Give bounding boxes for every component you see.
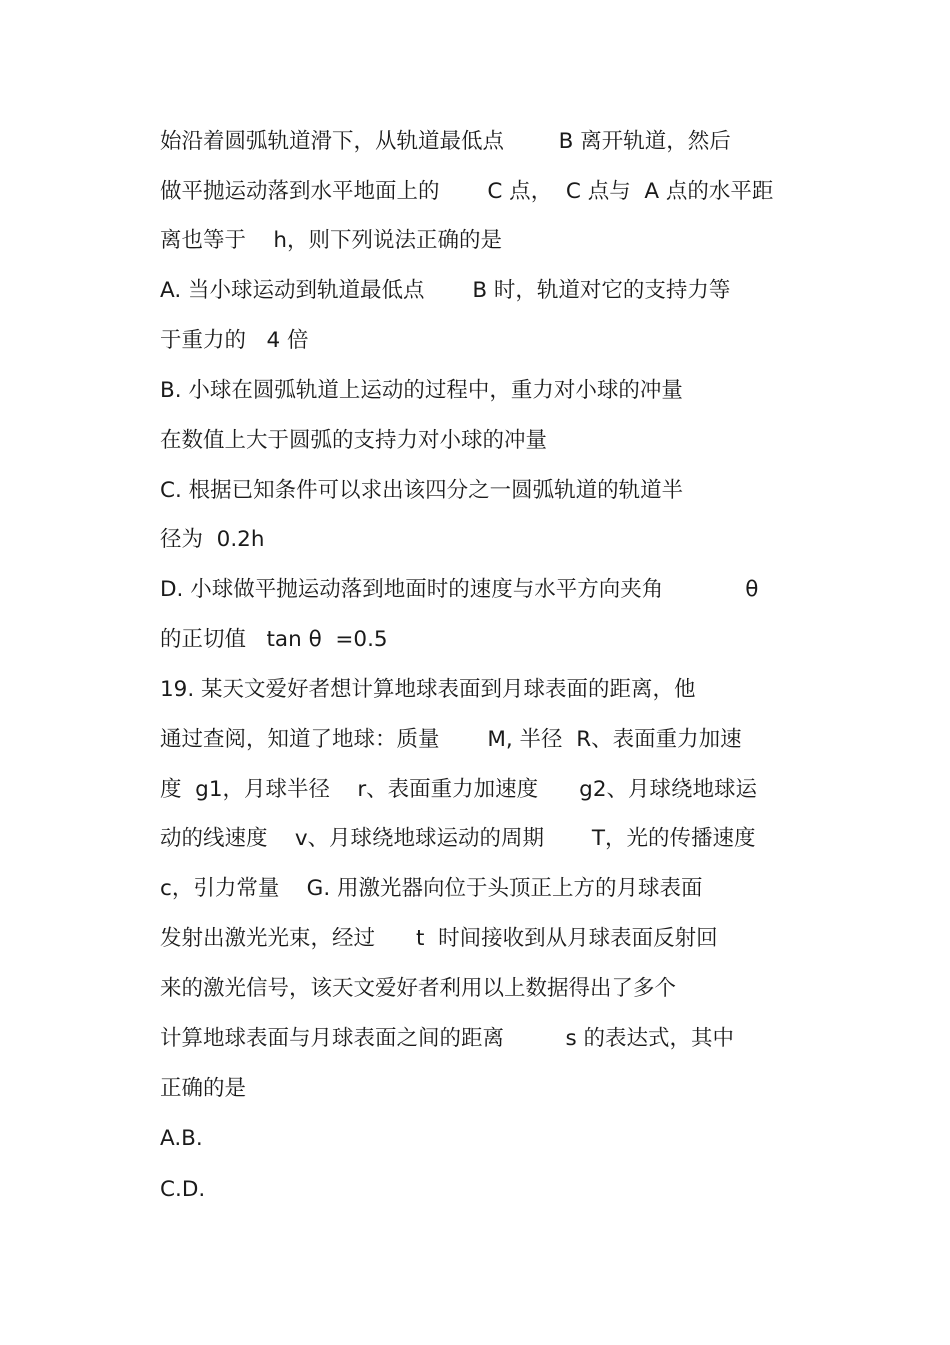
text-line: 计算地球表面与月球表面之间的距离 s 的表达式，其中 xyxy=(160,1026,735,1051)
text-line: 的正切值 tan θ =0.5 xyxy=(160,627,388,652)
text-line: 正确的是 xyxy=(160,1076,247,1101)
text-line: 来的激光信号，该天文爱好者利用以上数据得出了多个 xyxy=(160,976,677,1001)
text-line: 发射出激光光束，经过 t 时间接收到从月球表面反射回 xyxy=(160,926,718,951)
text-line: 始沿着圆弧轨道滑下，从轨道最低点 B 离开轨道，然后 xyxy=(160,129,731,154)
options-ab: A.B. xyxy=(160,1126,203,1151)
text-line: 径为 0.2h xyxy=(160,527,265,552)
text-line: 度 g1，月球半径 r、表面重力加速度 g2、月球绕地球运 xyxy=(160,777,758,802)
text-line: 离也等于 h，则下列说法正确的是 xyxy=(160,228,502,253)
text-line: 通过查阅，知道了地球：质量 M, 半径 R、表面重力加速 xyxy=(160,727,742,752)
options-cd: C.D. xyxy=(160,1177,206,1202)
text-line: 做平抛运动落到水平地面上的 C 点， C 点与 A 点的水平距 xyxy=(160,179,774,204)
question-19: 19. 某天文爱好者想计算地球表面到月球表面的距离，他 xyxy=(160,677,696,702)
option-a: A. 当小球运动到轨道最低点 B 时，轨道对它的支持力等 xyxy=(160,278,731,303)
text-line: 于重力的 4 倍 xyxy=(160,328,309,353)
text-line: 动的线速度 v、月球绕地球运动的周期 T，光的传播速度 xyxy=(160,826,756,851)
option-d: D. 小球做平抛运动落到地面时的速度与水平方向夹角 θ xyxy=(160,577,759,602)
text-line: c，引力常量 G. 用激光器向位于头顶正上方的月球表面 xyxy=(160,876,703,901)
option-c: C. 根据已知条件可以求出该四分之一圆弧轨道的轨道半 xyxy=(160,478,684,503)
text-line: 在数值上大于圆弧的支持力对小球的冲量 xyxy=(160,428,548,453)
option-b: B. 小球在圆弧轨道上运动的过程中，重力对小球的冲量 xyxy=(160,378,683,403)
